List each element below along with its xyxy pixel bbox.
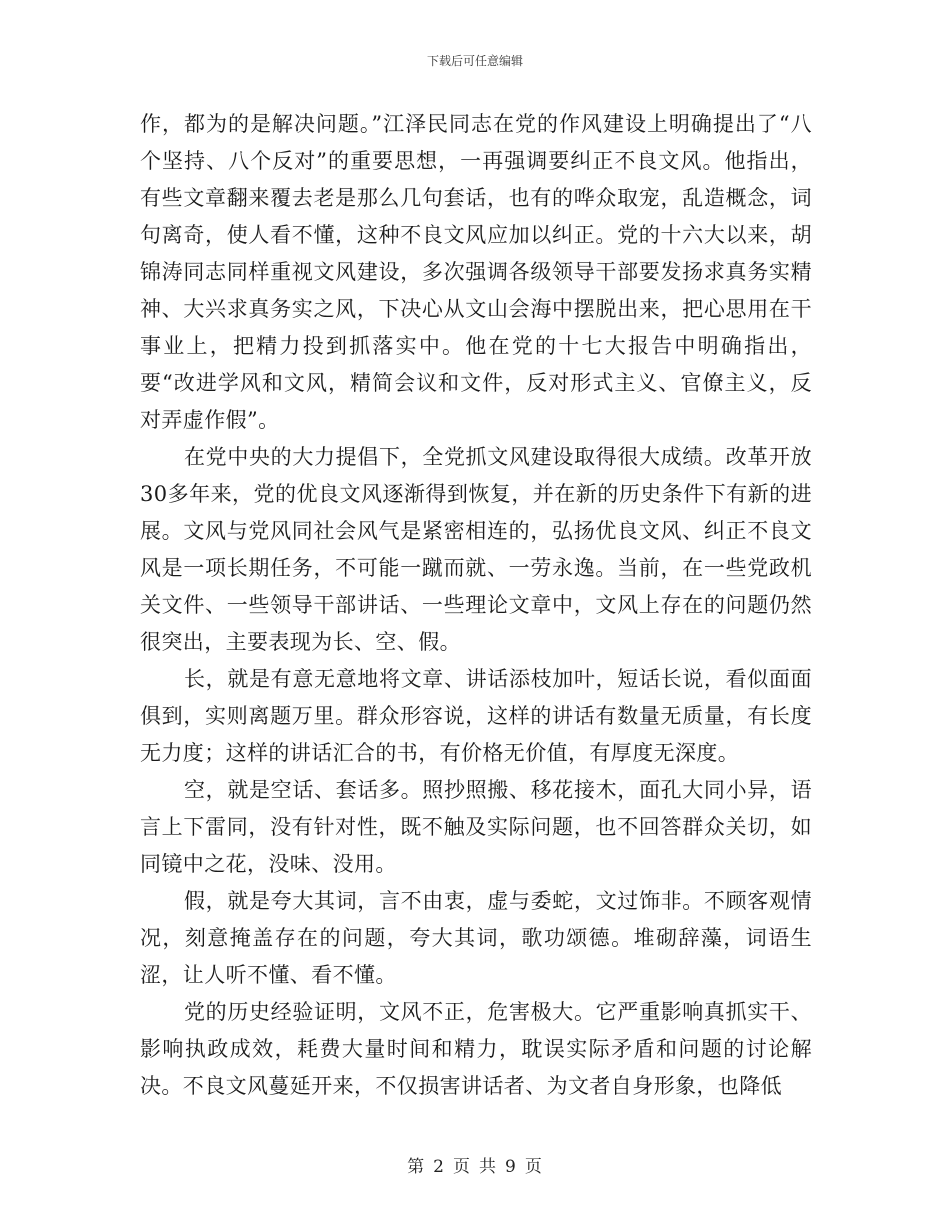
- footer-current-page: 2: [433, 1157, 445, 1177]
- page-footer: [0, 1152, 950, 1177]
- page-header: [0, 52, 950, 69]
- paragraph-5: 假，就是夸大其词，言不由衷，虚与委蛇，文过饰非。不顾客观情况，刻意掩盖存在的问题，夸大其词，歌功颂德。堆砌辞藻，词语生涩，让人听不懂、看不懂。: [140, 889, 812, 987]
- footer-total-pages: 9: [505, 1157, 517, 1177]
- paragraph-2: 在党中央的大力提倡下，全党抓文风建设取得很大成绩。改革开放30多年来，党的优良文风逐渐得到恢复，并在新的历史条件下有新的进展。文风与党风同社会风气是紧密相连的，弘扬优良文风、纠正不良文风是一项长期任务，不可能一蹴而就、一劳永逸。当前，在一些党政机关文件、一些领导干部讲话、一些理论文章中，文风上存在的问题仍然很突出，主要表现为长、空、假。: [140, 445, 812, 654]
- footer-suffix: 页: [524, 1157, 543, 1177]
- footer-page-word: 页: [453, 1157, 471, 1177]
- paragraph-4: 空，就是空话、套话多。照抄照搬、移花接木，面孔大同小异，语言上下雷同，没有针对性，既不触及实际问题，也不回答群众关切，如同镜中之花，没味、没用。: [140, 778, 812, 876]
- document-body: [140, 106, 812, 1105]
- header-text: 下载后可任意编辑: [426, 54, 523, 68]
- paragraph-3: 长，就是有意无意地将文章、讲话添枝加叶，短话长说，看似面面俱到，实则离题万里。群众形容说，这样的讲话有数量无质量，有长度无力度；这样的讲话汇合的书，有价格无价值，有厚度无深度。: [140, 667, 812, 765]
- paragraph-1: 作，都为的是解决问题。”江泽民同志在党的作风建设上明确提出了“八个坚持、八个反对”的重要思想，一再强调要纠正不良文风。他指出，有些文章翻来覆去老是那么几句套话，也有的哗众取宠，乱造概念，词句离奇，使人看不懂，这种不良文风应加以纠正。党的十六大以来，胡锦涛同志同样重视文风建设，多次强调各级领导干部要发扬求真务实精神、大兴求真务实之风，下决心从文山会海中摆脱出来，把心思用在干事业上，把精力投到抓落实中。他在党的十七大报告中明确指出，要“改进学风和文风，精简会议和文件，反对形式主义、官僚主义，反对弄虚作假”。: [140, 112, 812, 432]
- footer-prefix: 第: [407, 1157, 426, 1177]
- paragraph-6: 党的历史经验证明，文风不正，危害极大。它严重影响真抓实干、影响执政成效，耗费大量时间和精力，耽误实际矛盾和问题的讨论解决。不良文风蔓延开来，不仅损害讲话者、为文者自身形象，也降低: [140, 1000, 812, 1098]
- footer-total-word: 共: [479, 1157, 497, 1177]
